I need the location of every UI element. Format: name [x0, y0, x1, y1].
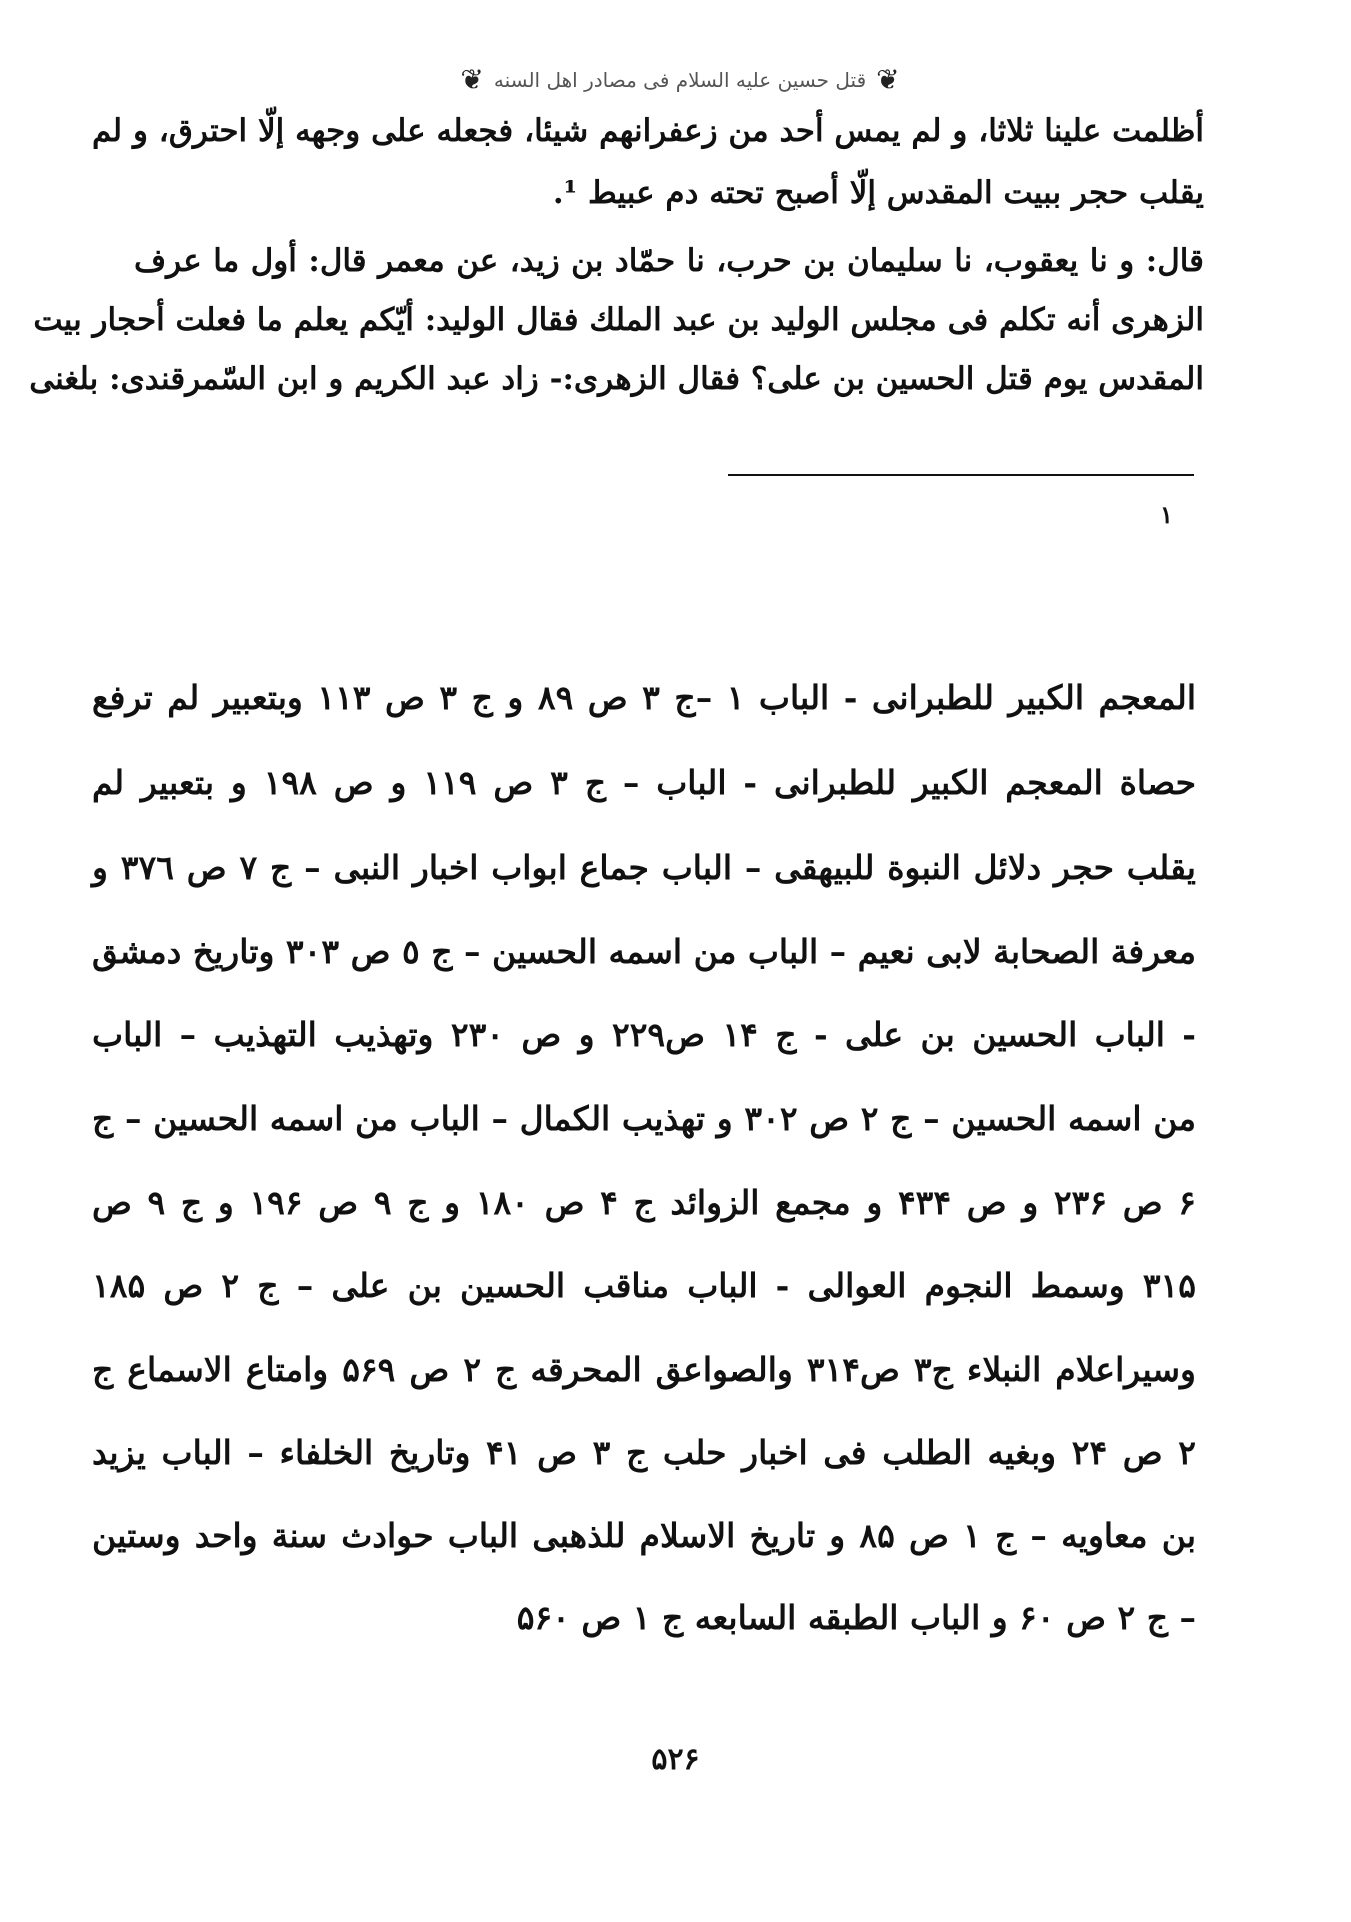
- footnote-line: ٢ ص ٢۴ وبغيه الطلب فى اخبار حلب ج ٣ ص ۴١ وتاريخ الخلفاء – الباب يزيد: [92, 1433, 1197, 1472]
- page-number: ۵٢۶: [651, 1742, 700, 1777]
- main-text-line: المقدس يوم قتل الحسين بن على؟ فقال الزهرى:- زاد عبد الكريم و ابن السّمرقندى: بلغنى: [29, 361, 1204, 397]
- running-header: [440, 58, 920, 102]
- footnote-line: معرفة الصحابة لابى نعيم – الباب من اسمه الحسين – ج ٥ ص ٣٠٣ وتاريخ دمشق: [91, 932, 1196, 971]
- footnote-divider: [728, 474, 1194, 476]
- header-ornament-right: ❦: [876, 63, 900, 96]
- main-text-line: أظلمت علينا ثلاثا، و لم يمس أحد من زعفرانهم شيئا، فجعله على وجهه إلّا احترق، و لم: [92, 113, 1204, 149]
- footnote-line: بن معاويه – ج ١ ص ٨۵ و تاريخ الاسلام للذهبى الباب حوادث سنة واحد وستين: [92, 1516, 1197, 1555]
- footnote-line: ٣١۵ وسمط النجوم العوالى - الباب مناقب الحسين بن على – ج ٢ ص ١٨۵: [92, 1266, 1197, 1305]
- footnote-line: – ج ٢ ص ۶٠ و الباب الطبقه السابعه ج ١ ص ۵۶٠: [516, 1598, 1196, 1637]
- footnote-line: المعجم الكبير للطبرانى - الباب ١ –ج ٣ ص ٨٩ و ج ٣ ص ١١٣ وبتعبير لم ترفع: [92, 678, 1196, 717]
- main-text-line: يقلب حجر ببيت المقدس إلّا أصبح تحته دم عبيط ¹.: [552, 175, 1204, 211]
- footnote-line: وسيراعلام النبلاء ج٣ ص٣١۴ والصواعق المحرقه ج ٢ ص ۵۶٩ وامتاع الاسماع ج: [92, 1350, 1196, 1389]
- footnote-line: - الباب الحسين بن على - ج ١۴ ص٢٢٩ و ص ٢٣٠ وتهذيب التهذيب – الباب: [92, 1015, 1196, 1054]
- main-text-line: قال: و نا يعقوب، نا سليمان بن حرب، نا حمّاد بن زيد، عن معمر قال: أول ما عرف: [134, 243, 1204, 279]
- footnote-line: ۶ ص ٢٣۶ و ص ۴٣۴ و مجمع الزوائد ج ۴ ص ١٨٠ و ج ٩ ص ١٩۶ و ج ٩ ص: [92, 1183, 1197, 1222]
- footnote-line: من اسمه الحسين – ج ٢ ص ٣٠٢ و تهذيب الكمال – الباب من اسمه الحسين – ج: [92, 1099, 1196, 1138]
- footnote-line: يقلب حجر دلائل النبوة للبيهقى – الباب جماع ابواب اخبار النبى – ج ٧ ص ٣٧٦ و: [92, 848, 1196, 887]
- footnote-marker: ١: [1160, 500, 1173, 529]
- header-ornament-left: ❦: [460, 63, 484, 96]
- main-text-line: الزهرى أنه تكلم فى مجلس الوليد بن عبد الملك فقال الوليد: أيّكم يعلم ما فعلت أحجار بيت: [33, 302, 1204, 338]
- running-title: قتل حسین علیه السلام فی مصادر اهل السنه: [493, 68, 867, 92]
- footnote-line: حصاة المعجم الكبير للطبرانى - الباب – ج ٣ ص ١١٩ و ص ١٩٨ و بتعبير لم: [92, 763, 1197, 802]
